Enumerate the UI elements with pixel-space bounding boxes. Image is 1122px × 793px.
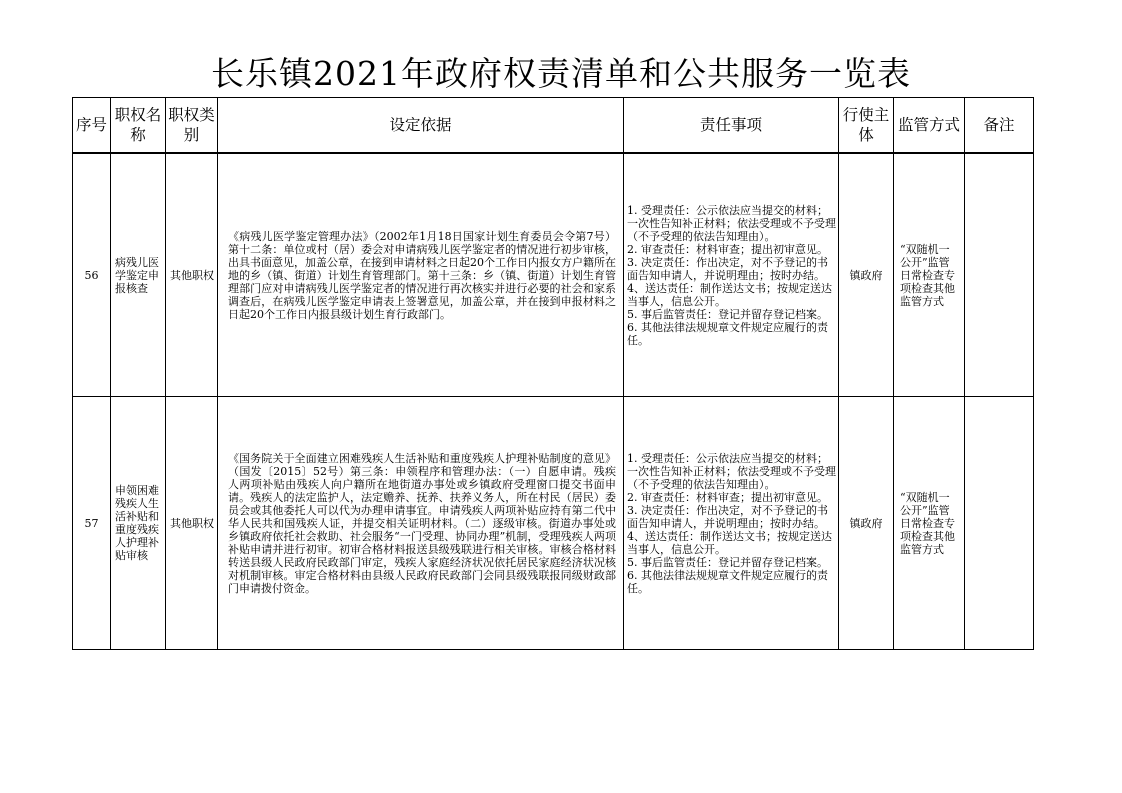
cell-type: 其他职权 (166, 397, 218, 650)
resp-item: 3. 决定责任：作出决定，对不予登记的书面告知申请人，并说明理由；按时办结。 (627, 503, 828, 530)
header-type: 职权类别 (166, 98, 218, 154)
resp-item: 4、送达责任：制作送达文书；按规定送达当事人，信息公开。 (627, 281, 832, 308)
resp-item: 2. 审查责任：材料审查；提出初审意见。 (627, 490, 828, 504)
cell-seq: 56 (73, 153, 111, 397)
resp-list (627, 452, 836, 595)
cell-resp (624, 153, 839, 397)
cell-note (965, 153, 1034, 397)
table-row (73, 397, 1034, 650)
cell-resp (624, 397, 839, 650)
resp-item: 6. 其他法律法规规章文件规定应履行的责任。 (627, 568, 828, 595)
resp-item: 1. 受理责任：公示依法应当提交的材料；一次性告知补正材料；依法受理或不予受理（不予受理的依法告知理由）。 (627, 203, 836, 243)
table-row (73, 153, 1034, 397)
cell-seq: 57 (73, 397, 111, 650)
header-resp: 责任事项 (624, 98, 839, 154)
cell-supervision: “双随机一公开”监管日常检查专项检查其他监管方式 (894, 397, 965, 650)
resp-item: 1. 受理责任：公示依法应当提交的材料；一次性告知补正材料；依法受理或不予受理（不予受理的依法告知理由）。 (627, 451, 836, 491)
rights-list-table (72, 97, 1034, 650)
resp-item: 5. 事后监管责任：登记并留存登记档案。 (627, 555, 828, 569)
resp-item: 5. 事后监管责任：登记并留存登记档案。 (627, 307, 828, 321)
header-supervision: 监管方式 (894, 98, 965, 154)
header-name: 职权名称 (111, 98, 166, 154)
cell-subject: 镇政府 (839, 397, 894, 650)
basis-text: 《病残儿医学鉴定管理办法》（2002年1月18日国家计划生育委员会令第7号）第十二条：单位或村（居）委会对申请病残儿医学鉴定者的情况进行初步审核，出具书面意见，加盖公章，在接到申请材料之日起20个工作日内报女方户籍所在地的乡（镇、街道）计划生育管理部门。第十三条：乡（镇、街道）计划生育管理部门应对申请病残儿医学鉴定者的情况进行再次核实并进行必要的社会和家系调查后，在病残儿医学鉴定申请表上签署意见，加盖公章，并在接到申报材料之日起20个工作日内报县级计划生育行政部门。 (228, 229, 616, 321)
cell-name: 病残儿医学鉴定申报核查 (111, 153, 166, 397)
resp-list (627, 204, 836, 347)
header-basis: 设定依据 (218, 98, 624, 154)
header-seq: 序号 (73, 98, 111, 154)
cell-type: 其他职权 (166, 153, 218, 397)
basis-text: 《国务院关于全面建立困难残疾人生活补贴和重度残疾人护理补贴制度的意见》（国发〔2015〕52号）第三条：申领程序和管理办法：（一）自愿申请。残疾人两项补贴由残疾人向户籍所在地街道办事处或乡镇政府受理窗口提交书面申请。残疾人的法定监护人，法定赡养、抚养、扶养义务人，所在村民（居民）委员会或其他委托人可以代为办理申请事宜。申请残疾人两项补贴应持有第二代中华人民共和国残疾人证，并提交相关证明材料。（二）逐级审核。街道办事处或乡镇政府依托社会救助、社会服务“一门受理、协同办理”机制，受理残疾人两项补贴申请并进行初审。初审合格材料报送县级残联进行相关审核。审核合格材料转送县级人民政府民政部门审定，残疾人家庭经济状况依托居民家庭经济状况核对机制审核。审定合格材料由县级人民政府民政部门会同县级残联报同级财政部门申请拨付资金。 (228, 451, 616, 595)
header-subject: 行使主体 (839, 98, 894, 154)
resp-item: 3. 决定责任：作出决定，对不予登记的书面告知申请人，并说明理由；按时办结。 (627, 255, 828, 282)
cell-basis (218, 397, 624, 650)
header-row (73, 98, 1034, 154)
cell-note (965, 397, 1034, 650)
resp-item: 6. 其他法律法规规章文件规定应履行的责任。 (627, 320, 828, 347)
cell-subject: 镇政府 (839, 153, 894, 397)
resp-item: 2. 审查责任：材料审查；提出初审意见。 (627, 242, 828, 256)
page-title: 长乐镇2021年政府权责清单和公共服务一览表 (211, 54, 911, 93)
cell-name: 申领困难残疾人生活补贴和重度残疾人护理补贴审核 (111, 397, 166, 650)
header-note: 备注 (965, 98, 1034, 154)
cell-supervision: “双随机一公开”监管日常检查专项检查其他监管方式 (894, 153, 965, 397)
cell-basis (218, 153, 624, 397)
resp-item: 4、送达责任：制作送达文书；按规定送达当事人，信息公开。 (627, 529, 832, 556)
